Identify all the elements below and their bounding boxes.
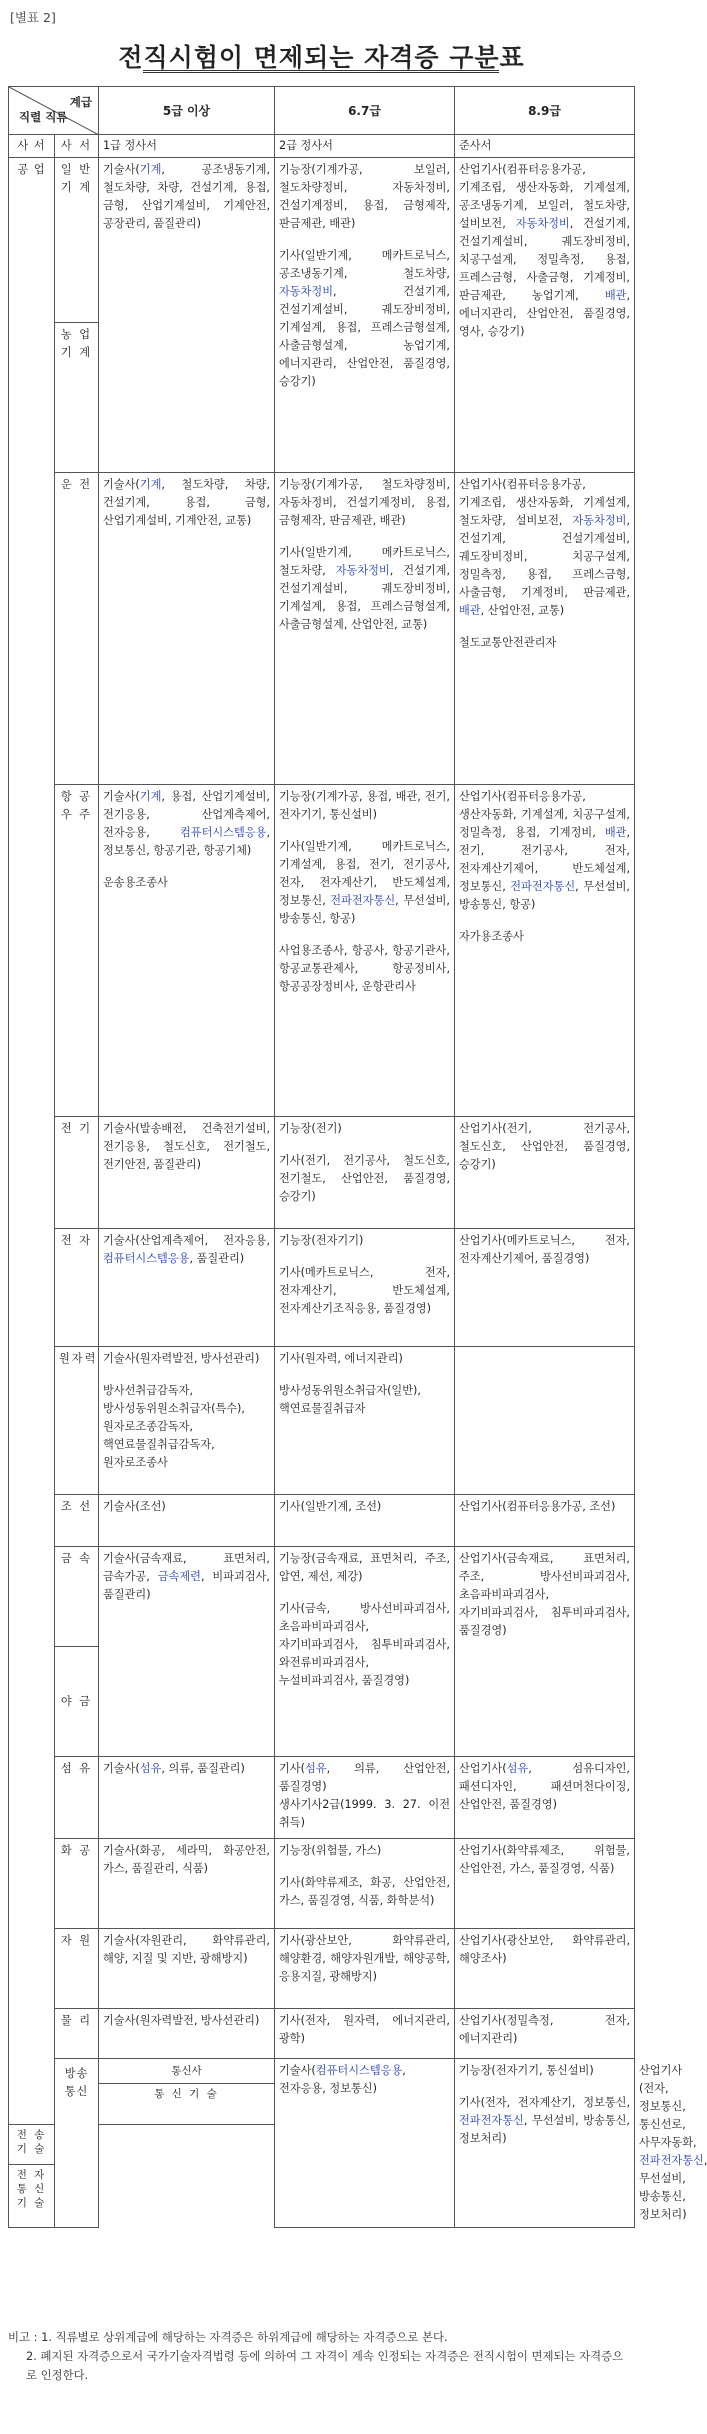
- table-row: 방송 통신 통신사 기술사(컴퓨터시스템응용, 전자응용, 정보통신) 기능장(전자기기, 통신설비) 기사(전자, 전자계산기, 정보통신, 전파전자통신, 무선설비, 방송통신, 정보처리) 산업기사(전자, 정보통신, 통신선로, 사무자동화, 전파전자통신 무선설비, 방송통신, 정보처리): [9, 2059, 635, 2084]
- cell-mt-3: 산업기사(금속재료, 표면처리, 주조, 방사선비파괴검사, 초음파비파괴검사, 자기비파괴검사, 침투비파괴검사, 품질경영): [455, 1547, 635, 1757]
- cell-librarian-3: 준사서: [455, 135, 635, 158]
- cell-gm-3: 산업기사(컴퓨터응용가공, 기계조립, 생산자동화, 기계설계, 공조냉동기계, 보일러, 철도차량, 설비보전, 자동차정비, 건설기계, 건설기계설비, 궤도장비정비, 치공구설계, 정밀측정, 용접, 프레스금형, 사출금형, 기계정비, 판금제관, 농업기계, 배관, 에너지관리, 산업안전, 품질경영, 영사, 승강기): [455, 158, 635, 473]
- cell-bc-2: 기능장(전자기기, 통신설비) 기사(전자, 전자계산기, 정보통신, 전파전자통신, 무선설비, 방송통신, 정보처리): [455, 2059, 635, 2228]
- branch-electronic: 전 자: [55, 1229, 99, 1347]
- cell-sb-1: 기술사(조선): [99, 1495, 275, 1547]
- cell-nu-2: 기사(원자력, 에너지관리) 방사성동위원소취급자(일반), 핵연료물질취급자: [275, 1347, 455, 1495]
- table-row: [9, 1117, 635, 1229]
- table-row: [9, 158, 635, 323]
- cell-ec-2: 기능장(전자기기) 기사(메카트로닉스, 전자, 전자계산기, 반도체설계, 전자계산기조직응용, 품질경영): [275, 1229, 455, 1347]
- header-corner: [9, 87, 99, 135]
- branch-metal: 금 속: [55, 1547, 99, 1647]
- title-underline: [143, 70, 499, 73]
- branch-chemical: 화 공: [55, 1839, 99, 1929]
- branch-general-machine: 일 반 기 계: [55, 158, 99, 323]
- branch-shipbuilding: 조 선: [55, 1495, 99, 1547]
- cell-av-2: 기능장(기계가공, 용접, 배관, 전기, 전자기기, 통신설비) 기사(일반기계, 메카트로닉스, 기계설계, 용접, 전기, 전기공사, 전자, 전자계산기, 반도체설계, 정보통신, 전파전자통신, 무선설비, 방송통신, 항공) 사업용조종사, 항공사, 항공기관사, 항공교통관제사, 항공정비사, 항공공장정비사, 운항관리사: [275, 785, 455, 1117]
- cell-tr-2: 기능장(기계가공, 철도차량정비, 자동차정비, 건설기계정비, 용접, 금형제작, 판금제관, 배관) 기사(일반기계, 메카트로닉스, 철도차량, 자동차정비, 건설기계, 건설기계설비, 궤도장비정비, 기계설계, 용접, 프레스금형설계, 사출금형설계, 산업안전, 교통): [275, 473, 455, 785]
- series-librarian: 사 서: [9, 135, 55, 158]
- cell-ec-3: 산업기사(메카트로닉스, 전자, 전자계산기제어, 품질경영): [455, 1229, 635, 1347]
- header-col-67grade: 6.7급: [275, 87, 455, 135]
- cell-ph-3: 산업기사(정밀측정, 전자, 에너지관리): [455, 2009, 635, 2059]
- table-row: [9, 1229, 635, 1347]
- cell-ch-2: 기능장(위험물, 가스) 기사(화약류제조, 화공, 산업안전, 가스, 품질경영, 식품, 화학분석): [275, 1839, 455, 1929]
- cell-ec-1: 기술사(산업계측제어, 전자응용, 컴퓨터시스템응용, 품질관리): [99, 1229, 275, 1347]
- cell-ch-1: 기술사(화공, 세라믹, 화공안전, 가스, 품질관리, 식품): [99, 1839, 275, 1929]
- note-2: 2. 폐지된 자격증으로서 국가기술자격법령 등에 의하여 그 자격이 계속 인정되는 자격증은 전직시험이 면제되는 자격증으로 인정한다.: [26, 2349, 624, 2382]
- branch-telecom: 통신사: [99, 2059, 275, 2084]
- table-row: [9, 1757, 635, 1839]
- cell-nu-1: 기술사(원자력발전, 방사선관리) 방사선취급감독자, 방사성동위원소취급자(특수), 원자로조종감독자, 핵연료물질취급감독자, 원자로조종사: [99, 1347, 275, 1495]
- header-field-label: 직렬 직류: [19, 110, 68, 124]
- branch-textile: 섬 유: [55, 1757, 99, 1839]
- cell-rs-2: 기사(광산보안, 화약류관리, 해양환경, 해양자원개발, 해양공학, 응용지질, 광해방지): [275, 1929, 455, 2009]
- table-row: [9, 1929, 635, 2009]
- cell-av-3: 산업기사(컴퓨터응용가공, 생산자동화, 기계설계, 치공구설계, 정밀측정, 용접, 기계정비, 배관, 전기, 전기공사, 전자, 전자계산기제어, 반도체설계, 정보통신, 전파전자통신, 무선설비, 방송통신, 항공) 자가용조종사: [455, 785, 635, 1117]
- cell-el-2: 기능장(전기) 기사(전기, 전기공사, 철도신호, 전기철도, 산업안전, 품질경영, 승강기): [275, 1117, 455, 1229]
- branch-librarian: 사 서: [55, 135, 99, 158]
- cell-rs-1: 기술사(자원관리, 화약류관리, 해양, 지질 및 지반, 광해방지): [99, 1929, 275, 2009]
- cell-el-1: 기술사(발송배전, 건축전기설비, 전기응용, 철도신호, 전기철도, 전기안전, 품질관리): [99, 1117, 275, 1229]
- table-row: [9, 2009, 635, 2059]
- cell-mt-1: 기술사(금속재료, 표면처리, 금속가공, 금속제련, 비파괴검사, 품질관리): [99, 1547, 275, 1757]
- branch-transport: 운 전: [55, 473, 99, 785]
- page-title: 전직시험이 면제되는 자격증 구분표: [118, 43, 525, 72]
- branch-electric: 전 기: [55, 1117, 99, 1229]
- cell-bc-1: 기술사(컴퓨터시스템응용, 전자응용, 정보통신): [275, 2059, 455, 2228]
- branch-broad-tech: 전 송 기 술: [9, 2124, 55, 2164]
- header-grade-label: 계급: [69, 95, 92, 109]
- annex-label: [별표 2]: [10, 10, 56, 25]
- cell-librarian-2: 2급 정사서: [275, 135, 455, 158]
- branch-physics: 물 리: [55, 2009, 99, 2059]
- cell-ph-1: 기술사(원자력발전, 방사선관리): [99, 2009, 275, 2059]
- header-col-89grade: 8.9급: [455, 87, 635, 135]
- branch-agri-machine: 농 업 기 계: [55, 323, 99, 473]
- cell-tr-3: 산업기사(컴퓨터응용가공, 기계조립, 생산자동화, 기계설계, 철도차량, 설비보전, 자동차정비, 건설기계, 건설기계설비, 궤도장비정비, 치공구설계, 정밀측정, 용접, 프레스금형, 사출금형, 기계정비, 판금제관, 배관, 산업안전, 교통) 철도교통안전관리자: [455, 473, 635, 785]
- table-row: [9, 785, 635, 1117]
- table-row: [9, 1495, 635, 1547]
- cell-mt-2: 기능장(금속재료, 표면처리, 주조, 압연, 제선, 제강) 기사(금속, 방사선비파괴검사, 초음파비파괴검사, 자기비파괴검사, 침투비파괴검사, 와전류비파괴검사, 누설비파괴검사, 품질경영): [275, 1547, 455, 1757]
- table-row: [9, 1839, 635, 1929]
- cell-tx-3: 산업기사(섬유, 섬유디자인, 패션디자인, 패션머천다이징, 산업안전, 품질경영): [455, 1757, 635, 1839]
- cell-ch-3: 산업기사(화약류제조, 위험물, 산업안전, 가스, 품질경영, 식품): [455, 1839, 635, 1929]
- cell-tr-1: 기술사(기계, 철도차량, 차량, 건설기계, 용접, 금형, 산업기계설비, 기계안전, 교통): [99, 473, 275, 785]
- cell-nu-3: [455, 1347, 635, 1495]
- cell-gm-2: 기능장(기계가공, 보일러, 철도차량정비, 자동차정비, 건설기계정비, 용접, 금형제작, 판금제관, 배관) 기사(일반기계, 메카트로닉스, 공조냉동기계, 철도차량, 자동차정비, 건설기계, 건설기계설비, 궤도장비정비, 기계설계, 용접, 프레스금형설계, 사출금형설계, 농업기계, 에너지관리, 산업안전, 품질경영, 승강기): [275, 158, 455, 473]
- table-row: [9, 1347, 635, 1495]
- cell-gm-1: 기술사(기계, 공조냉동기계, 철도차량, 차량, 건설기계, 용접, 금형, 산업기계설비, 기계안전, 공장관리, 품질관리): [99, 158, 275, 473]
- header-col-5grade: 5급 이상: [99, 87, 275, 135]
- cell-sb-2: 기사(일반기계, 조선): [275, 1495, 455, 1547]
- cell-el-3: 산업기사(전기, 전기공사, 철도신호, 산업안전, 품질경영, 승강기): [455, 1117, 635, 1229]
- notes: [8, 2328, 634, 2385]
- cell-tx-1: 기술사(섬유, 의류, 품질관리): [99, 1757, 275, 1839]
- note-1: 비고 : 1. 직류별로 상위계급에 해당하는 자격증은 하위계급에 해당하는 자격증으로 본다.: [8, 2330, 448, 2344]
- cell-rs-3: 산업기사(광산보안, 화약류관리, 해양조사): [455, 1929, 635, 2009]
- branch-aviation: 항 공 우 주: [55, 785, 99, 1117]
- certificate-table: [8, 86, 704, 2228]
- branch-comm-tech: 통 신 기 술: [99, 2084, 275, 2124]
- table-row: [9, 135, 635, 158]
- branch-smelting: 야 금: [55, 1647, 99, 1757]
- table-row: [9, 473, 635, 785]
- branch-radio-tech: 전 자 통 신 기 술: [9, 2165, 55, 2228]
- cell-av-1: 기술사(기계, 용접, 산업기계설비, 전기응용, 산업계측제어, 전자응용, 컴퓨터시스템응용, 정보통신, 항공기관, 항공기체) 운송용조종사: [99, 785, 275, 1117]
- series-industry: 공 업: [9, 158, 55, 2125]
- cell-tx-2: 기사(섬유, 의류, 산업안전, 품질경영) 생사기사2급(1999. 3. 27. 이전 취득): [275, 1757, 455, 1839]
- branch-nuclear: 원자력: [55, 1347, 99, 1495]
- cell-ph-2: 기사(전자, 원자력, 에너지관리, 광학): [275, 2009, 455, 2059]
- table-row: [9, 1547, 635, 1647]
- cell-sb-3: 산업기사(컴퓨터응용가공, 조선): [455, 1495, 635, 1547]
- branch-resources: 자 원: [55, 1929, 99, 2009]
- series-broadcast: 방송 통신: [55, 2059, 99, 2228]
- cell-librarian-1: 1급 정사서: [99, 135, 275, 158]
